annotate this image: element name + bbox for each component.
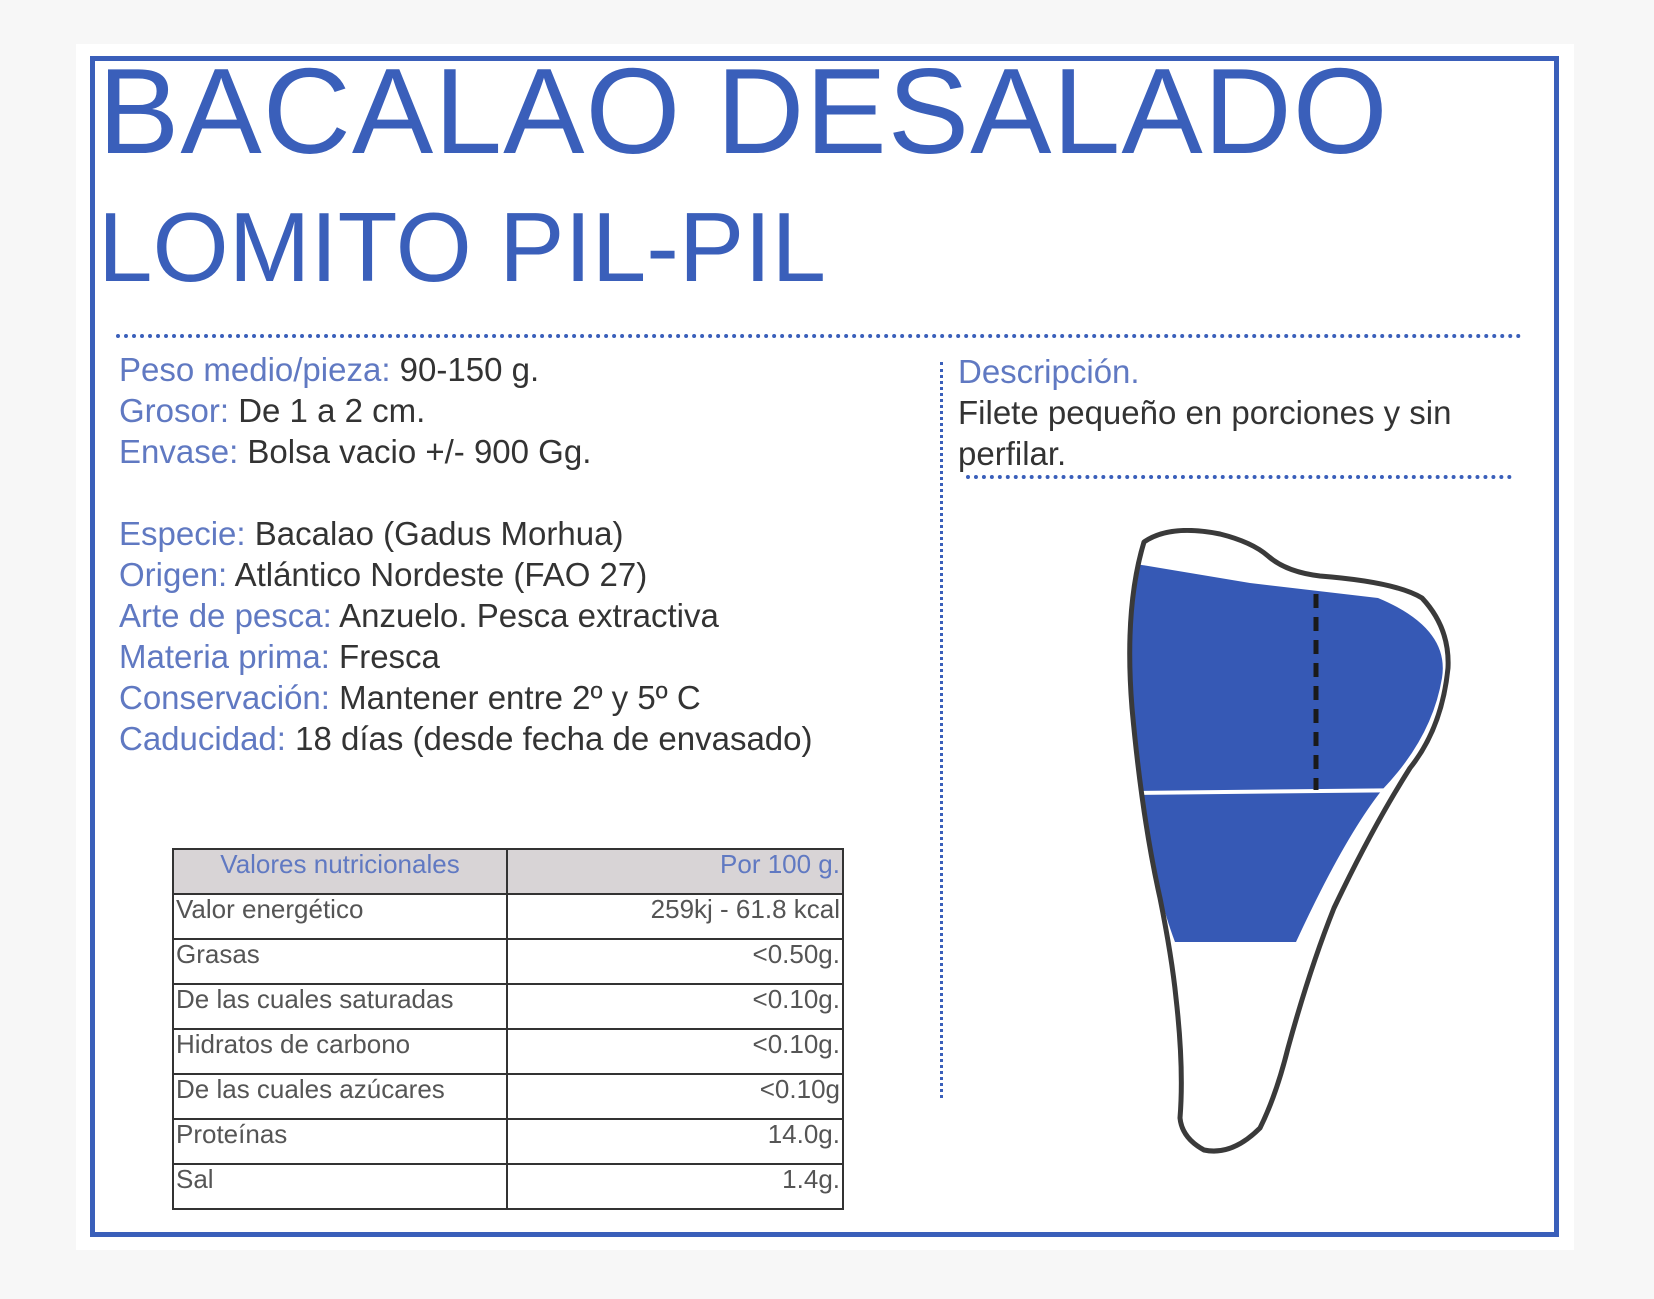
- spec-origen: [119, 555, 647, 595]
- nutrition-header-row: [173, 849, 843, 894]
- table-row: [173, 984, 843, 1029]
- spec-label: Caducidad:: [119, 720, 286, 757]
- nutrient-value: <0.10g.: [507, 984, 843, 1029]
- fillet-portion-fill: [1132, 564, 1443, 942]
- nutrient-value: <0.10g.: [507, 1029, 843, 1074]
- table-row: [173, 1119, 843, 1164]
- nutrient-name: Grasas: [173, 939, 507, 984]
- table-row: [173, 1164, 843, 1209]
- spec-value: Atlántico Nordeste (FAO 27): [227, 556, 648, 593]
- spec-materia-prima: [119, 637, 440, 677]
- nutrient-value: 1.4g.: [507, 1164, 843, 1209]
- spec-value: Anzuelo. Pesca extractiva: [331, 597, 719, 634]
- spec-value: 18 días (desde fecha de envasado): [285, 720, 813, 757]
- nutrient-value: <0.50g.: [507, 939, 843, 984]
- table-row: [173, 1029, 843, 1074]
- dotted-divider-top: [116, 334, 1522, 338]
- nutrient-name: Proteínas: [173, 1119, 507, 1164]
- nutrition-header-per-100g: Por 100 g.: [507, 849, 843, 894]
- product-subtitle: LOMITO PIL-PIL: [98, 192, 826, 302]
- spec-arte-de-pesca: [119, 596, 719, 636]
- cod-fillet-icon: [1120, 528, 1460, 1198]
- nutrition-header-nutrient: Valores nutricionales: [173, 849, 507, 894]
- description-title: Descripción.: [958, 353, 1140, 390]
- spec-peso: [119, 350, 539, 390]
- spec-label: Envase:: [119, 433, 239, 470]
- spec-label: Conservación:: [119, 679, 330, 716]
- spec-envase: [119, 432, 591, 472]
- nutrition-table: [172, 848, 844, 1210]
- nutrient-name: Valor energético: [173, 894, 507, 939]
- nutrient-name: De las cuales azúcares: [173, 1074, 507, 1119]
- spec-label: Materia prima:: [119, 638, 330, 675]
- spec-value: De 1 a 2 cm.: [229, 392, 426, 429]
- spec-label: Especie:: [119, 515, 246, 552]
- spec-caducidad: [119, 719, 813, 759]
- spec-label: Origen:: [119, 556, 228, 593]
- description-text: Filete pequeño en porciones y sin perfilar.: [958, 394, 1452, 472]
- nutrient-name: Sal: [173, 1164, 507, 1209]
- spec-value: 90-150 g.: [390, 351, 540, 388]
- spec-value: Bolsa vacio +/- 900 Gg.: [238, 433, 592, 470]
- nutrient-name: De las cuales saturadas: [173, 984, 507, 1029]
- spec-grosor: [119, 391, 425, 431]
- table-row: [173, 939, 843, 984]
- spec-value: Bacalao (Gadus Morhua): [245, 515, 624, 552]
- spec-especie: [119, 514, 623, 554]
- nutrient-value: 14.0g.: [507, 1119, 843, 1164]
- nutrient-value: <0.10g: [507, 1074, 843, 1119]
- spec-conservacion: [119, 678, 701, 718]
- spec-label: Grosor:: [119, 392, 230, 429]
- table-row: [173, 894, 843, 939]
- dotted-divider-vertical: [940, 362, 943, 1098]
- nutrient-value: 259kj - 61.8 kcal: [507, 894, 843, 939]
- table-row: [173, 1074, 843, 1119]
- nutrient-name: Hidratos de carbono: [173, 1029, 507, 1074]
- spec-value: Fresca: [329, 638, 440, 675]
- product-title: BACALAO DESALADO: [98, 43, 1389, 179]
- spec-label: Arte de pesca:: [119, 597, 332, 634]
- spec-label: Peso medio/pieza:: [119, 351, 391, 388]
- spec-value: Mantener entre 2º y 5º C: [329, 679, 701, 716]
- dotted-divider-description: [966, 475, 1512, 479]
